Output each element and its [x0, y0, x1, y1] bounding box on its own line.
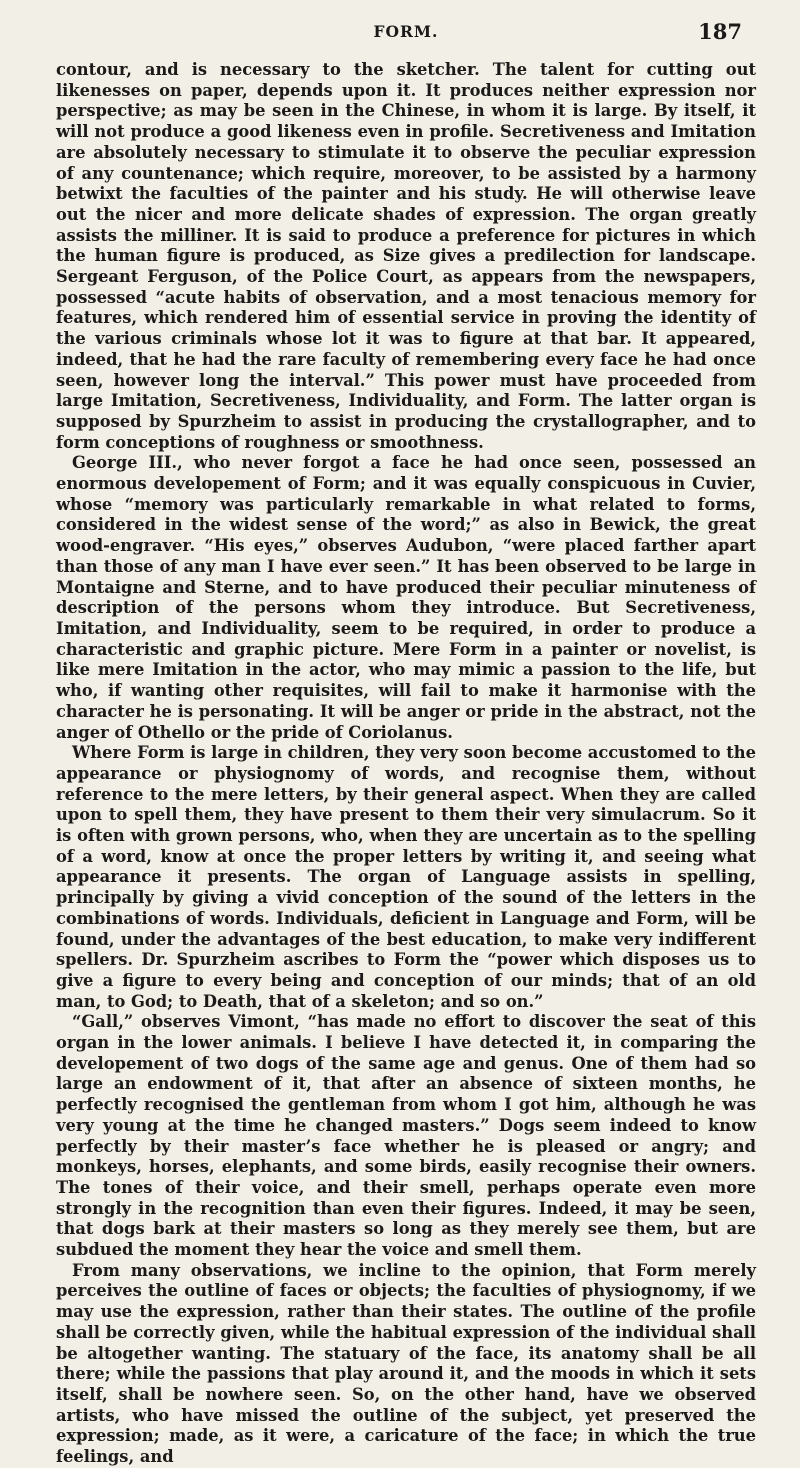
- paragraph: George III., who never forgot a face he had once seen, possessed an enormous developement of Form; and it was equally conspicuous in Cuvier, whose “memory was particularly remarkable in what related to forms, considered in the widest sense of the word;” as also in Bewick, the great wood-engraver. “His eyes,” observes Audubon, “were placed farther apart than those of any man I have ever seen.” It has been observed to be large in Montaigne and Sterne, and to have produced their peculiar minuteness of description of the persons whom they introduce. But Secretiveness, Imitation, and Individuality, seem to be required, in order to produce a characteristic and graphic picture. Mere Form in a painter or novelist, is like mere Imitation in the actor, who may mimic a passion to the life, but who, if wanting other requisites, will fail to make it harmonise with the character he is personating. It will be anger or pride in the abstract, not the anger of Othello or the pride of Coriolanus.: [56, 453, 756, 742]
- running-head-title: FORM.: [373, 22, 439, 41]
- page-number: 187: [698, 19, 742, 44]
- paragraph: “Gall,” observes Vimont, “has made no effort to discover the seat of this organ in the lower animals. I believe I have detected it, in comparing the developement of two dogs of the same age and genus. One of them had so large an endowment of it, that after an absence of sixteen months, he perfectly recognised the gentleman from whom I got him, although he was very young at the time he changed masters.” Dogs seem indeed to know perfectly by their master’s face whether he is pleased or angry; and monkeys, horses, elephants, and some birds, easily recognise their owners. The tones of their voice, and their smell, perhaps operate even more strongly in the recognition than even their figures. Indeed, it may be seen, that dogs bark at their masters so long as they merely see them, but are subdued the moment they hear the voice and smell them.: [56, 1012, 756, 1260]
- running-head: [56, 19, 756, 52]
- body-text: [56, 60, 756, 1468]
- paragraph: contour, and is necessary to the sketcher. The talent for cutting out likenesses on paper, depends upon it. It produces neither expression nor perspective; as may be seen in the Chinese, in whom it is large. By itself, it will not produce a good likeness even in profile. Secretiveness and Imitation are absolutely necessary to stimulate it to observe the peculiar expression of any countenance; which require, moreover, to be assisted by a harmony betwixt the faculties of the painter and his study. He will otherwise leave out the nicer and more delicate shades of expression. The organ greatly assists the milliner. It is said to produce a preference for pictures in which the human figure is produced, as Size gives a predilection for landscape. Sergeant Ferguson, of the Police Court, as appears from the newspapers, possessed “acute habits of observation, and a most tenacious memory for features, which rendered him of essential service in proving the identity of the various criminals whose lot it was to figure at that bar. It appeared, indeed, that he had the rare faculty of remembering every face he had once seen, however long the interval.” This power must have proceeded from large Imitation, Secretiveness, Individuality, and Form. The latter organ is supposed by Spurzheim to assist in producing the crystallographer, and to form conceptions of roughness or smoothness.: [56, 60, 756, 452]
- paragraph: From many observations, we incline to the opinion, that Form merely perceives the outline of faces or objects; the faculties of physiognomy, if we may use the expression, rather than their states. The outline of the profile shall be correctly given, while the habitual expression of the individual shall be altogether wanting. The statuary of the face, its anatomy shall be all there; while the passions that play around it, and the moods in which it sets itself, shall be nowhere seen. So, on the other hand, have we observed artists, who have missed the outline of the subject, yet preserved the expression; made, as it were, a caricature of the face; in which the true feelings, and: [56, 1260, 756, 1467]
- paragraph: Where Form is large in children, they very soon become accustomed to the appearance or physiognomy of words, and recognise them, without reference to the mere letters, by their general aspect. When they are called upon to spell them, they have present to them their very simulacrum. So it is often with grown persons, who, when they are uncertain as to the spelling of a word, know at once the proper letters by writing it, and seeing what appearance it presents. The organ of Language assists in spelling, principally by giving a vivid conception of the sound of the letters in the combinations of words. Individuals, deficient in Language and Form, will be found, under the advantages of the best education, to make very indifferent spellers. Dr. Spurzheim ascribes to Form the “power which disposes us to give a figure to every being and conception of our minds; that of an old man, to God; to Death, that of a skeleton; and so on.”: [56, 743, 756, 1011]
